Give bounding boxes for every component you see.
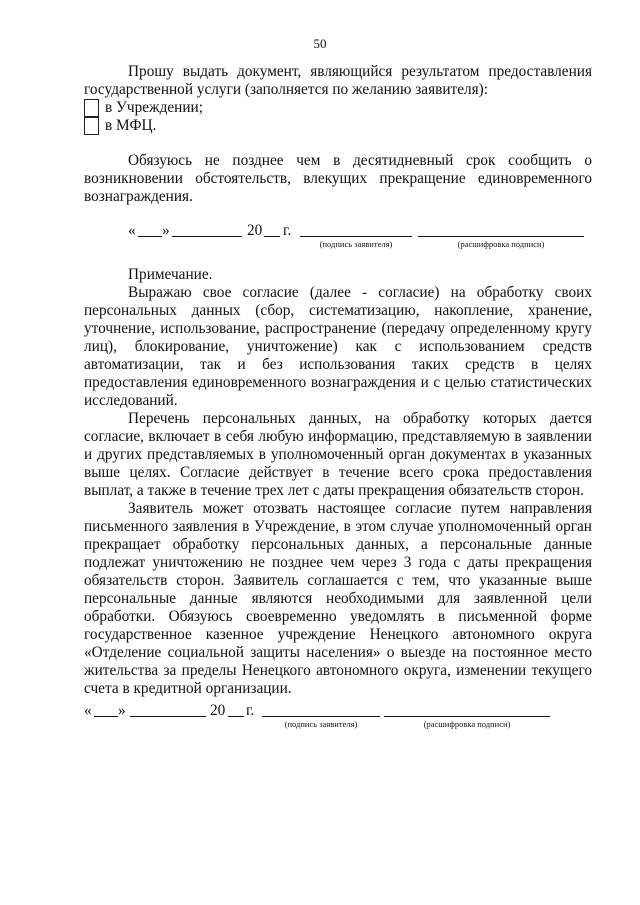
para3-line: Заявитель может отозвать настоящее согласие путем направления [128,500,592,517]
caption-signature: (подпись заявителя) [284,719,358,729]
day-field[interactable] [94,716,118,717]
request-line-2: государственной услуги (заполняется по желанию заявителя): [84,81,489,98]
para2-line: и других представляемых в уполномоченный орган документах в указанных [84,446,592,463]
month-field[interactable] [130,716,206,717]
para1-line: персональных данных (сбор, систематизацию, накопление, хранение, [84,302,592,319]
para3-line: обработки. Обязуюсь своевременно уведомлять в письменной форме [84,608,592,625]
para3-line: прекращает обработку персональных данных, а персональные данные [84,536,592,553]
decoding-field[interactable] [384,716,550,717]
date-open-quote: « [128,222,136,239]
option-mfc: в МФЦ. [105,117,157,134]
year-suffix: г. [283,222,292,239]
para1-line: лиц), блокирование, уничтожение) как с использованием средств [84,338,592,355]
para1-line: предоставления единовременного вознаграждения и с целью статистических [84,374,592,391]
request-line-1: Прошу выдать документ, являющийся результатом предоставления [128,63,592,80]
date-close-quote: » [162,222,170,239]
para1-line: Выражаю свое согласие (далее - согласие) на обработку своих [128,284,592,301]
para3-line: обязательств сторон. Заявитель соглашается с тем, что указанные выше [84,572,592,589]
caption-signature: (подпись заявителя) [319,239,393,249]
para3-line: персональные данные являются необходимыми для заявленной цели [84,590,592,607]
para1-line: автоматизации, так и без использования таких средств в целях [84,356,592,373]
checkbox-mfc[interactable] [84,117,99,135]
para3-line: жительства за пределы Ненецкого автономного округа, изменении текущего [84,662,592,679]
page-number: 50 [313,36,327,51]
signature-field[interactable] [300,236,412,237]
year-field[interactable] [264,236,280,237]
para2-line: согласие, включает в себя любую информацию, представляемую в заявлении [84,428,592,445]
year-prefix: 20 [210,702,226,719]
signature-field[interactable] [262,716,380,717]
checkbox-institution[interactable] [84,99,99,117]
para2-line: Перечень персональных данных, на обработку которых дается [128,410,592,427]
para3-line: «Отделение социальной защиты населения» о выезде на постоянное место [84,644,592,661]
obligation-line-1: Обязуюсь не позднее чем в десятидневный срок сообщить о [128,152,592,169]
para2-line: выше целях. Согласие действует в течение всего срока предоставления [84,464,592,481]
caption-decoding: (расшифровка подписи) [457,239,545,249]
note-heading: Примечание. [128,266,213,283]
date-close-quote: » [118,702,126,719]
para3-line: письменного заявления в Учреждение, в этом случае уполномоченный орган [84,518,592,535]
para2-line: выплат, а также в течение трех лет с даты прекращения обязательств сторон. [84,482,584,499]
year-prefix: 20 [247,222,263,239]
decoding-field[interactable] [418,236,584,237]
option-institution: в Учреждении; [105,99,203,116]
year-suffix: г. [246,702,255,719]
month-field[interactable] [172,236,242,237]
obligation-line-2: возникновении обстоятельств, влекущих прекращение единовременного [84,170,592,187]
obligation-line-3: вознаграждения. [84,188,193,205]
year-field[interactable] [228,716,244,717]
para1-line: исследований. [84,392,178,409]
para1-line: уточнение, использование, распространение (передачу определенному кругу [84,320,592,337]
date-open-quote: « [84,702,92,719]
day-field[interactable] [138,236,162,237]
caption-decoding: (расшифровка подписи) [423,719,511,729]
para3-line: подлежат уничтожению не позднее чем через 3 года с даты прекращения [84,554,592,571]
para3-line: государственное казенное учреждение Ненецкого автономного округа [84,626,592,643]
para3-line: счета в кредитной организации. [84,680,292,697]
